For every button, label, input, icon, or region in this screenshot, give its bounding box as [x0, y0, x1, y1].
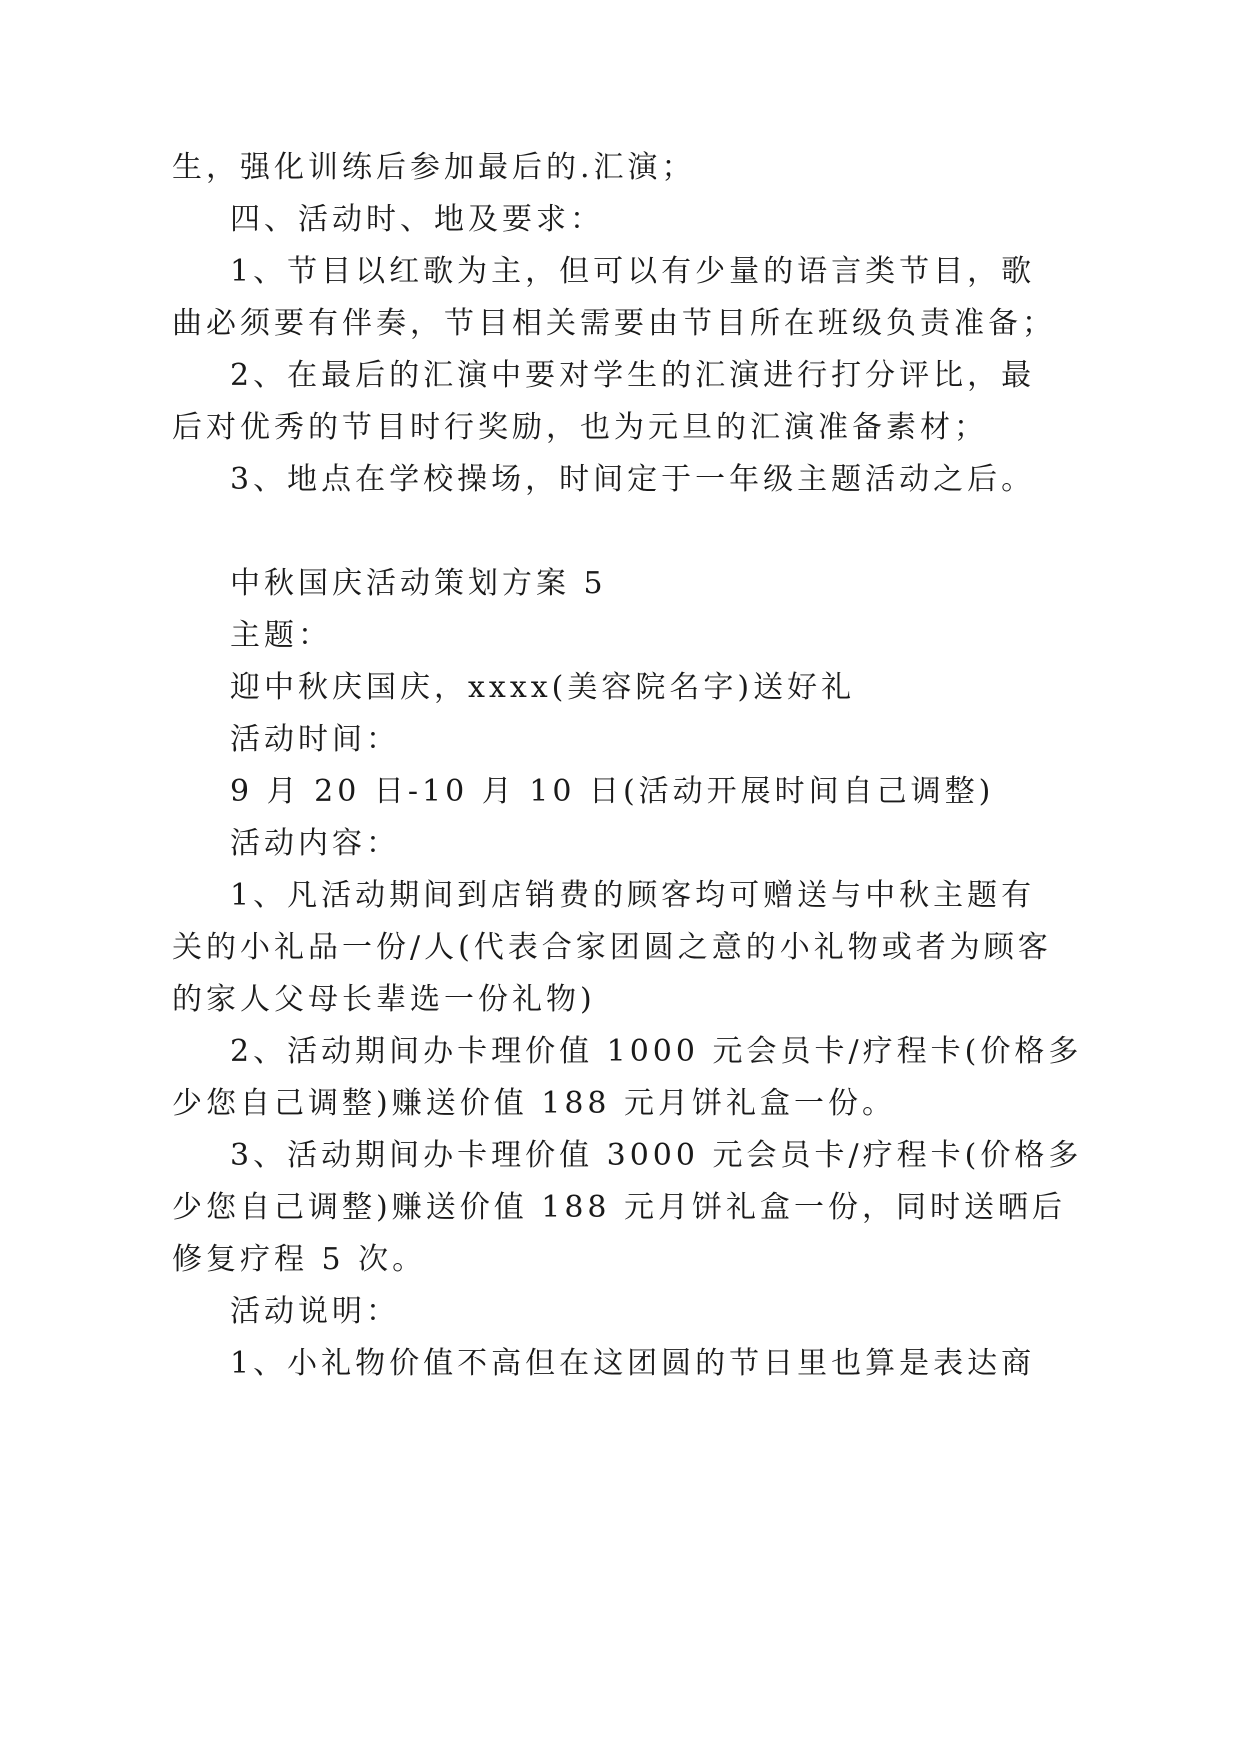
text-line-3: 1、节目以红歌为主，但可以有少量的语言类节目，歌 — [230, 254, 1036, 289]
activity-content-label: 活动内容： — [230, 826, 400, 861]
text-line-7: 3、地点在学校操场，时间定于一年级主题活动之后。 — [230, 462, 1036, 497]
text-line-17: 2、活动期间办卡理价值 1000 元会员卡/疗程卡(价格多 — [230, 1034, 1083, 1069]
text-line-19: 3、活动期间办卡理价值 3000 元会员卡/疗程卡(价格多 — [230, 1138, 1083, 1173]
text-line-6: 后对优秀的节目时行奖励，也为元旦的汇演准备素材； — [172, 410, 988, 445]
text-line-5: 2、在最后的汇演中要对学生的汇演进行打分评比，最 — [230, 358, 1036, 393]
text-line-1: 生，强化训练后参加最后的.汇演； — [172, 150, 696, 185]
text-line-23: 1、小礼物价值不高但在这团圆的节日里也算是表达商 — [230, 1346, 1036, 1381]
text-line-14: 1、凡活动期间到店销费的顾客均可赠送与中秋主题有 — [230, 878, 1036, 913]
text-line-21: 修复疗程 5 次。 — [172, 1242, 427, 1277]
text-line-16: 的家人父母长辈选一份礼物) — [172, 982, 596, 1017]
activity-time-label: 活动时间： — [230, 722, 400, 757]
activity-time-text: 9 月 20 日-10 月 10 日(活动开展时间自己调整) — [230, 774, 995, 809]
text-line-4: 曲必须要有伴奏，节目相关需要由节目所在班级负责准备； — [172, 306, 1056, 341]
text-line-20: 少您自己调整)赚送价值 188 元月饼礼盒一份，同时送晒后 — [172, 1190, 1067, 1225]
theme-text: 迎中秋庆国庆，xxxx(美容院名字)送好礼 — [230, 670, 856, 705]
plan-title: 中秋国庆活动策划方案 5 — [230, 566, 607, 601]
text-line-15: 关的小礼品一份/人(代表合家团圆之意的小礼物或者为顾客 — [172, 930, 1052, 965]
text-line-18: 少您自己调整)赚送价值 188 元月饼礼盒一份。 — [172, 1086, 897, 1121]
activity-notes-label: 活动说明： — [230, 1294, 400, 1329]
theme-label: 主题： — [230, 618, 332, 653]
section-heading-4: 四、活动时、地及要求： — [230, 202, 604, 237]
